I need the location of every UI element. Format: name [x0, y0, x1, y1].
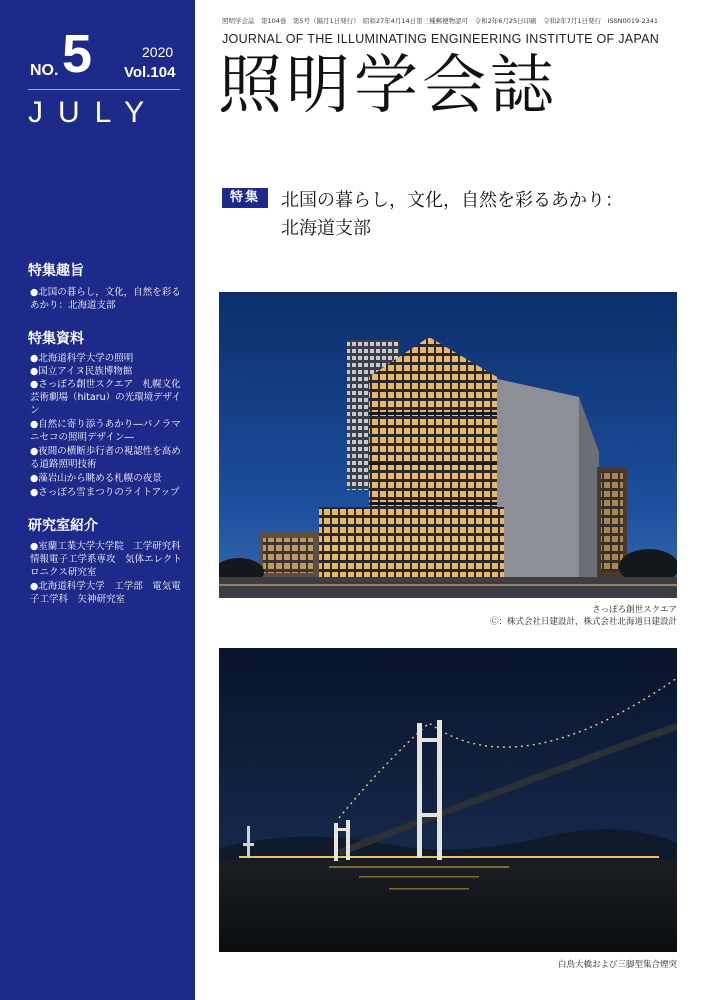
- toc-item: ●さっぽろ雪まつりのライトアップ: [30, 487, 180, 498]
- cover-photo-bridge: [219, 648, 677, 952]
- toc-item: ●自然に寄り添うあかり―パノラマニセコの照明デザイン―: [30, 419, 181, 443]
- issue-block: [30, 24, 180, 88]
- toc-item: ●藻岩山から眺める札幌の夜景: [30, 473, 162, 484]
- issue-month: JULY: [28, 96, 160, 129]
- photo-credit: Ⓒ：株式会社日建設計，株式会社北海道日建設計: [489, 617, 677, 627]
- photo-caption: さっぽろ創世スクエア: [592, 605, 677, 615]
- journal-title-jp: 照明学会誌: [218, 49, 558, 123]
- toc-item: ●北国の暮らし，文化，自然を彩るあかり：北海道支部: [30, 287, 181, 311]
- cover-photo-building: [219, 292, 677, 598]
- feature-headline: 北国の暮らし，文化，自然を彩るあかり：: [281, 190, 623, 211]
- journal-title-en: JOURNAL OF THE ILLUMINATING ENGINEERING INSTITUTE OF JAPAN: [222, 32, 660, 46]
- divider: [28, 89, 180, 90]
- issue-year: 2020: [142, 44, 174, 60]
- toc-item: ●室蘭工業大学大学院 工学研究科 情報電子工学系専攻 気体エレクトロニクス研究室: [30, 541, 191, 578]
- publication-info: 照明学会誌 第104巻 第5号（隔月1日発行） 昭和27年4月14日第三種郵便物認可 令和2年6月25日印刷 令和2年7月1日発行 ISSN0019-2341: [222, 17, 659, 25]
- photo-caption: 白鳥大橋および三脚型集合煙突: [557, 960, 677, 970]
- section-title-purpose: 特集趣旨: [28, 263, 84, 279]
- section-title-labs: 研究室紹介: [28, 518, 98, 534]
- issue-number: 5: [62, 24, 93, 84]
- feature-badge: 特集: [222, 188, 268, 208]
- section-title-materials: 特集資料: [28, 331, 84, 347]
- toc-item: ●北海道科学大学 工学部 電気電子工学科 矢神研究室: [30, 581, 181, 605]
- issue-label: NO.: [30, 62, 59, 79]
- feature-headline-sub: 北海道支部: [281, 218, 371, 239]
- toc-item: ●夜間の横断歩行者の視認性を高める道路照明技術: [30, 446, 181, 470]
- issue-volume: Vol.104: [124, 64, 176, 81]
- toc-item: ●北海道科学大学の照明: [30, 353, 134, 364]
- sidebar: [0, 0, 195, 1000]
- toc-item: ●さっぽろ創世スクエア 札幌文化芸術劇場（hitaru）の光環境デザイン: [30, 379, 181, 416]
- toc-item: ●国立アイヌ民族博物館: [30, 366, 133, 377]
